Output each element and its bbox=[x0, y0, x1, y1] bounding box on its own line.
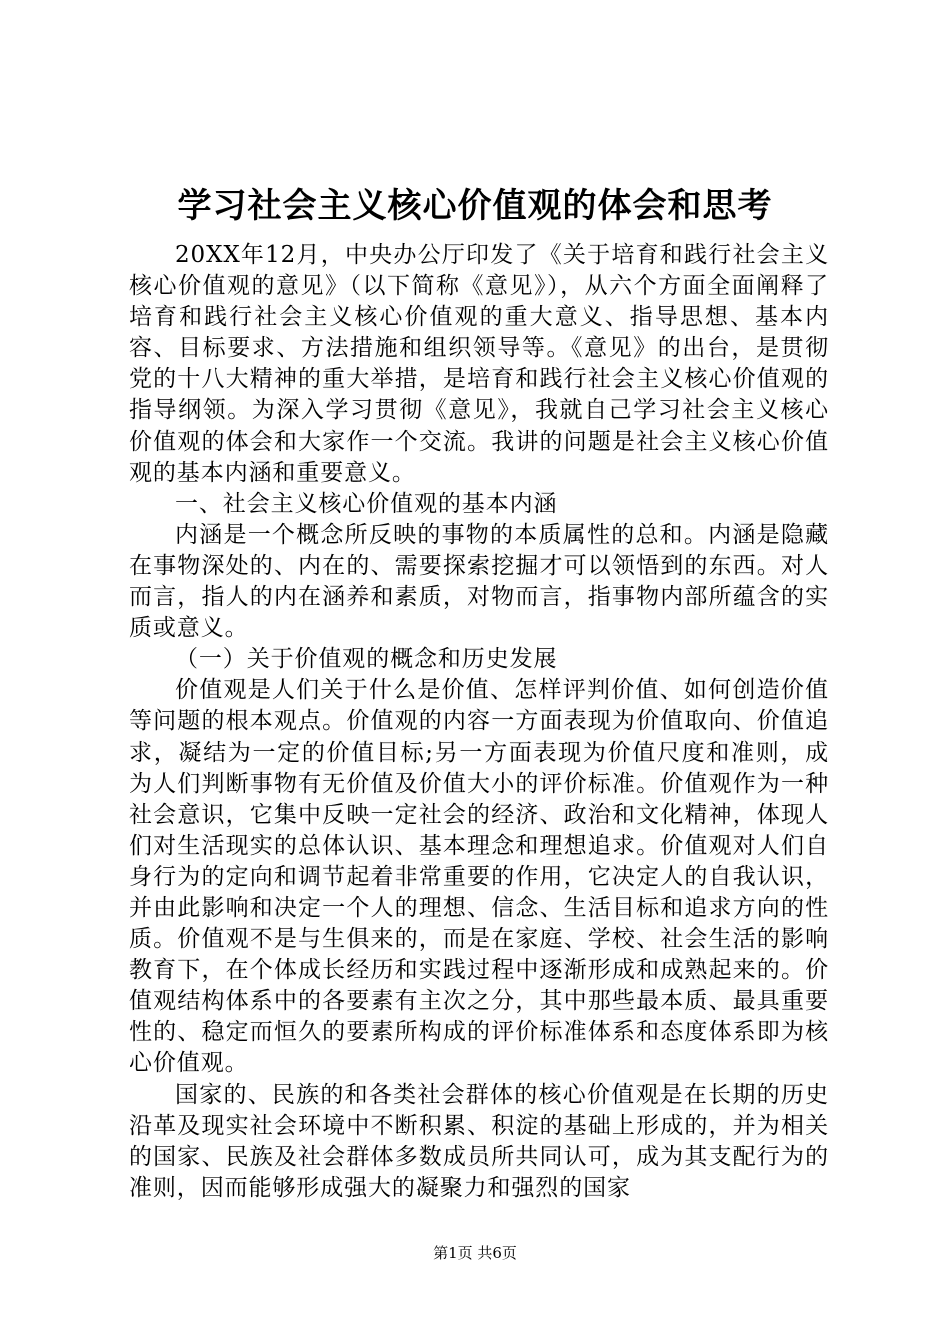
document-body bbox=[129, 240, 829, 1204]
core-values-paragraph: 国家的、民族的和各类社会群体的核心价值观是在长期的历史沿革及现实社会环境中不断积累、积淀的基础上形成的，并为相关的国家、民族及社会群体多数成员所共同认可，成为其支配行为的准则，因而能够形成强大的凝聚力和强烈的国家 bbox=[129, 1081, 829, 1201]
subsection-heading-1: （一）关于价值观的概念和历史发展 bbox=[175, 646, 558, 673]
section-heading-1: 一、社会主义核心价值观的基本内涵 bbox=[175, 490, 558, 517]
page-number: 第1页 共6页 bbox=[433, 1244, 517, 1262]
intro-paragraph: 20XX年12月，中央办公厅印发了《关于培育和践行社会主义核心价值观的意见》（以下简称《意见》），从六个方面全面阐释了培育和践行社会主义核心价值观的重大意义、指导思想、基本内容、目标要求、方法措施和组织领导等。《意见》的出台，是贯彻党的十八大精神的重大举措，是培育和践行社会主义核心价值观的指导纲领。为深入学习贯彻《意见》，我就自己学习社会主义核心价值观的体会和大家作一个交流。我讲的问题是社会主义核心价值观的基本内涵和重要意义。 bbox=[129, 242, 829, 486]
values-paragraph: 价值观是人们关于什么是价值、怎样评判价值、如何创造价值等问题的根本观点。价值观的内容一方面表现为价值取向、价值追求，凝结为一定的价值目标;另一方面表现为价值尺度和准则，成为人们判断事物有无价值及价值大小的评价标准。价值观作为一种社会意识，它集中反映一定社会的经济、政治和文化精神，体现人们对生活现实的总体认识、基本理念和理想追求。价值观对人们自身行为的定向和调节起着非常重要的作用，它决定人的自我认识，并由此影响和决定一个人的理想、信念、生活目标和追求方向的性质。价值观不是与生俱来的，而是在家庭、学校、社会生活的影响教育下，在个体成长经历和实践过程中逐渐形成和成熟起来的。价值观结构体系中的各要素有主次之分，其中那些最本质、最具重要性的、稳定而恒久的要素所构成的评价标准体系和态度体系即为核心价值观。 bbox=[129, 677, 829, 1077]
definition-paragraph: 内涵是一个概念所反映的事物的本质属性的总和。内涵是隐藏在事物深处的、内在的、需要探索挖掘才可以领悟到的东西。对人而言，指人的内在涵养和素质，对物而言，指事物内部所蕴含的实质或意义。 bbox=[129, 521, 829, 642]
document-title: 学习社会主义核心价值观的体会和思考 bbox=[177, 186, 773, 226]
